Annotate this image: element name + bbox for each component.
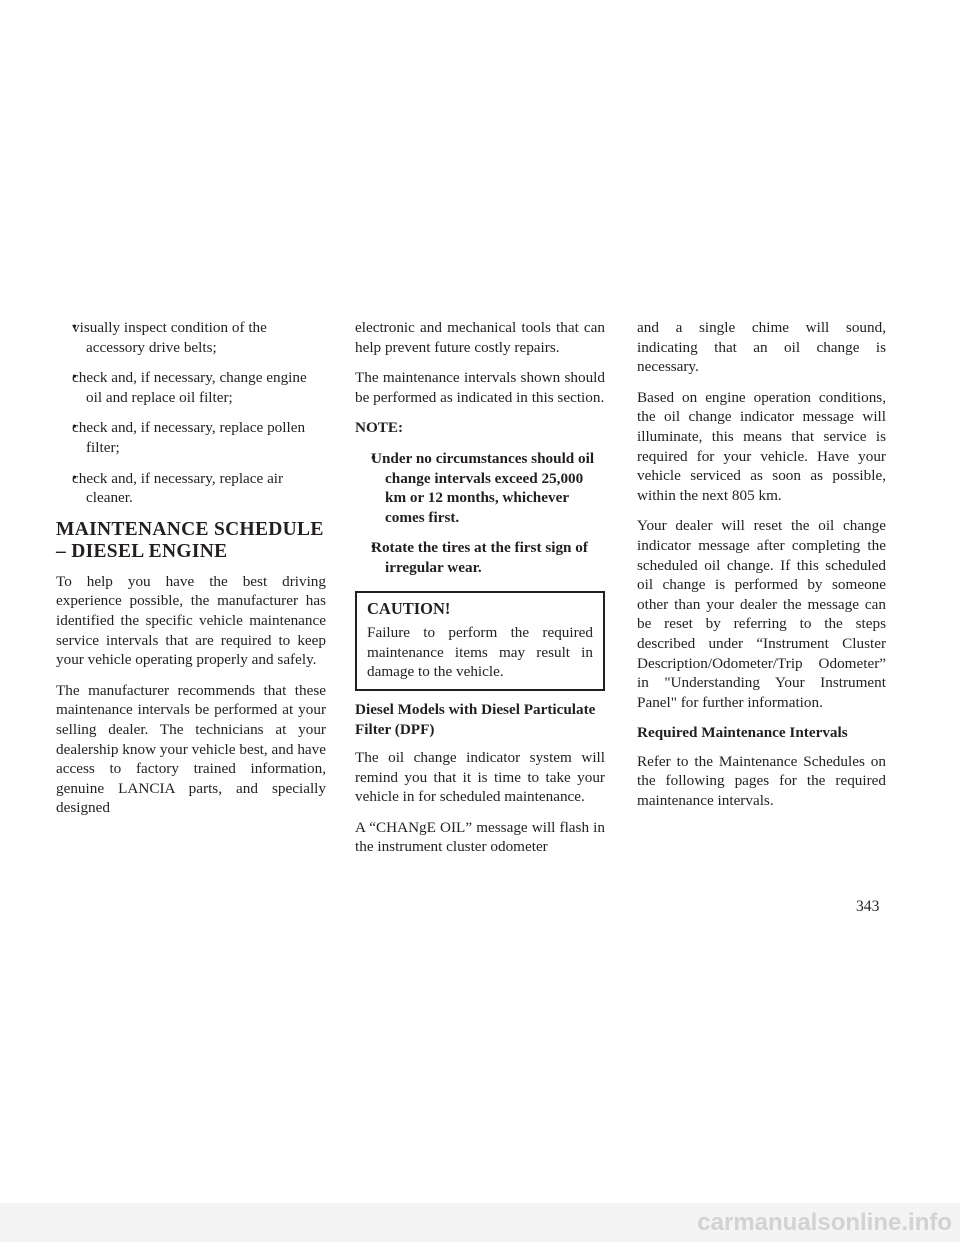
oil-indicator-paragraph: The oil change indicator system will remind you that it is time to take your vehicle in for scheduled maintenance. xyxy=(355,749,605,806)
list-item: • check and, if necessary, replace air cleaner. xyxy=(56,469,326,508)
column-middle xyxy=(355,318,605,868)
required-intervals-subheading: Required Maintenance Intervals xyxy=(637,724,848,742)
section-heading: MAINTENANCE SCHEDULE – DIESEL ENGINE xyxy=(56,518,324,562)
reset-paragraph: Your dealer will reset the oil change indicator message after completing the scheduled oil change. If this scheduled oil change is performed by someone other than your dealer the message can be reset by referring to the steps described under “Instrument Cluster Description/Odometer/Trip Odometer” in "Understanding Your Instrument Panel" for further information. xyxy=(637,517,886,711)
note-label: NOTE: xyxy=(355,419,404,437)
caution-box xyxy=(355,591,605,691)
list-item: • check and, if necessary, change engine oil and replace oil filter; xyxy=(56,368,326,407)
continuation-paragraph: electronic and mechanical tools that can help prevent future costly repairs. xyxy=(355,319,605,356)
caution-title: CAUTION! xyxy=(367,598,451,618)
list-item: • visually inspect condition of the accessory drive belts; xyxy=(56,318,326,357)
page-number: 343 xyxy=(856,898,880,915)
intro-paragraph: To help you have the best driving experience possible, the manufacturer has identified the specific vehicle maintenance service intervals that are required to keep your vehicle operating properly and safely. xyxy=(56,572,326,669)
column-right xyxy=(637,318,886,822)
intervals-paragraph: The maintenance intervals shown should be performed as indicated in this section. xyxy=(355,369,605,406)
column-left xyxy=(56,318,326,829)
chime-paragraph: and a single chime will sound, indicating that an oil change is necessary. xyxy=(637,319,886,376)
note-item: • Rotate the tires at the first sign of irregular wear. xyxy=(355,538,605,577)
caution-text: Failure to perform the required maintenance items may result in damage to the vehicle. xyxy=(367,624,593,681)
closing-paragraph: Refer to the Maintenance Schedules on the following pages for the required maintenance intervals. xyxy=(637,752,886,810)
change-oil-paragraph: A “CHANgE OIL” message will flash in the instrument cluster odometer xyxy=(355,818,605,856)
note-item: • Under no circumstances should oil change intervals exceed 25,000 km or 12 months, whichever comes first. xyxy=(355,449,605,527)
dpf-subheading: Diesel Models with Diesel Particulate Filter (DPF) xyxy=(355,700,596,738)
note-list xyxy=(355,449,605,578)
list-item: • check and, if necessary, replace pollen filter; xyxy=(56,418,326,457)
conditions-paragraph: Based on engine operation conditions, the oil change indicator message will illuminate, this means that service is required for your vehicle. Have your vehicle serviced as soon as possible, within the next 805 km. xyxy=(637,388,886,504)
watermark: carmanualsonline.info xyxy=(0,1203,960,1242)
dealer-paragraph: The manufacturer recommends that these maintenance intervals be performed at your selling dealer. The technicians at your dealership know your vehicle best, and have access to factory trained information, genuine LANCIA parts, and specially designed xyxy=(56,681,326,817)
inspection-list xyxy=(56,318,326,508)
